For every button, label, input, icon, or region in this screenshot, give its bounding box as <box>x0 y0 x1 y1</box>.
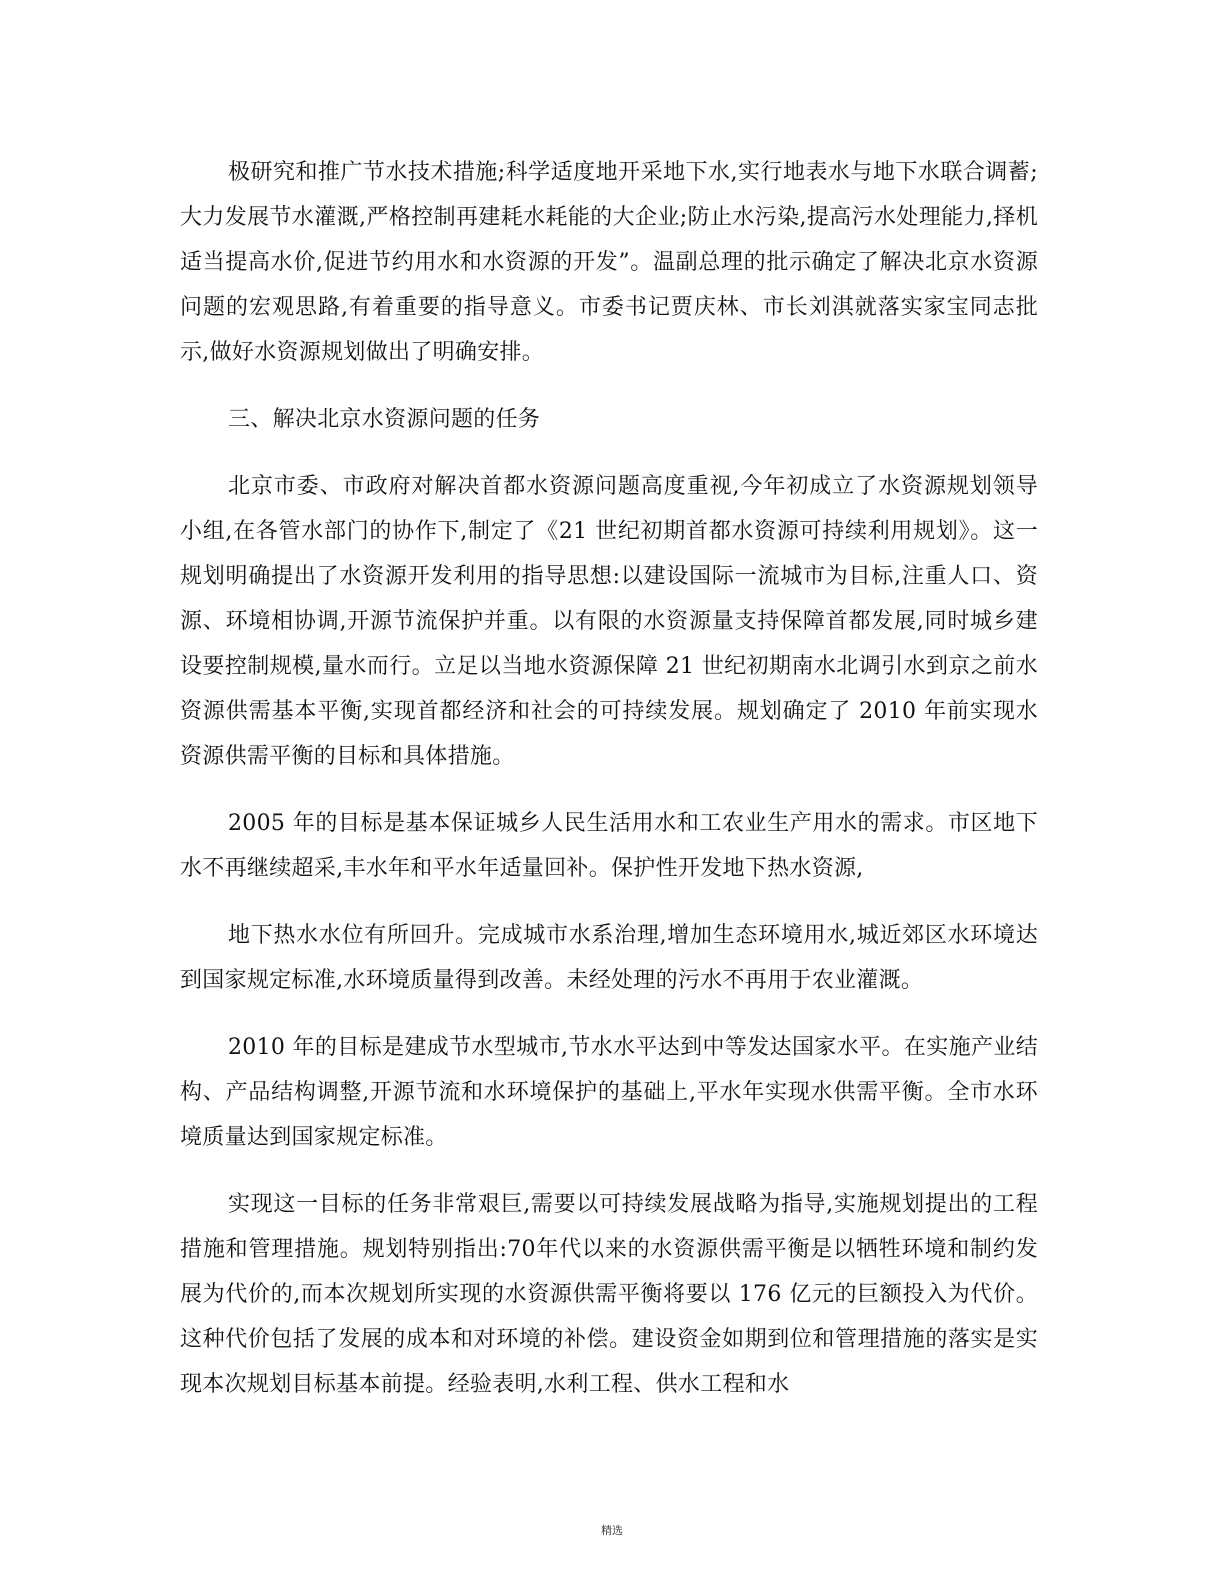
paragraph-2005-goal: 2005 年的目标是基本保证城乡人民生活用水和工农业生产用水的需求。市区地下水不再继续超采,丰水年和平水年适量回补。保护性开发地下热水资源, <box>180 811 1038 881</box>
section-heading: 三、解决北京水资源问题的任务 <box>228 407 541 432</box>
paragraph-2010-goal: 2010 年的目标是建成节水型城市,节水水平达到中等发达国家水平。在实施产业结构、产品结构调整,开源节流和水环境保护的基础上,平水年实现水供需平衡。全市水环境质量达到国家规定标准。 <box>180 1035 1038 1150</box>
paragraph-2005-goal-continued: 地下热水水位有所回升。完成城市水系治理,增加生态环境用水,城近郊区水环境达到国家规定标准,水环境质量得到改善。未经处理的污水不再用于农业灌溉。 <box>180 923 1038 993</box>
body-text <box>180 150 1038 1429</box>
paragraph-policy-directive: 极研究和推广节水技术措施;科学适度地开采地下水,实行地表水与地下水联合调蓄;大力发展节水灌溉,严格控制再建耗水耗能的大企业;防止水污染,提高污水处理能力,择机适当提高水价,促进节约用水和水资源的开发”。温副总理的批示确定了解决北京水资源问题的宏观思路,有着重要的指导意义。市委书记贾庆林、市长刘淇就落实家宝同志批示,做好水资源规划做出了明确安排。 <box>180 160 1038 365</box>
page-footer: 精选 <box>601 1524 623 1537</box>
paragraph-implementation: 实现这一目标的任务非常艰巨,需要以可持续发展战略为指导,实施规划提出的工程措施和管理措施。规划特别指出:70年代以来的水资源供需平衡是以牺牲环境和制约发展为代价的,而本次规划所实现的水资源供需平衡将要以 176 亿元的巨额投入为代价。这种代价包括了发展的成本和对环境的补偿。建设资金如期到位和管理措施的落实是实现本次规划目标基本前提。经验表明,水利工程、供水工程和水 <box>180 1192 1038 1397</box>
paragraph-plan-overview: 北京市委、市政府对解决首都水资源问题高度重视,今年初成立了水资源规划领导小组,在各管水部门的协作下,制定了《21 世纪初期首都水资源可持续利用规划》。这一规划明确提出了水资源开发利用的指导思想:以建设国际一流城市为目标,注重人口、资源、环境相协调,开源节流保护并重。以有限的水资源量支持保障首都发展,同时城乡建设要控制规模,量水而行。立足以当地水资源保障 21 世纪初期南水北调引水到京之前水资源供需基本平衡,实现首都经济和社会的可持续发展。规划确定了 2010 年前实现水资源供需平衡的目标和具体措施。 <box>180 474 1038 769</box>
